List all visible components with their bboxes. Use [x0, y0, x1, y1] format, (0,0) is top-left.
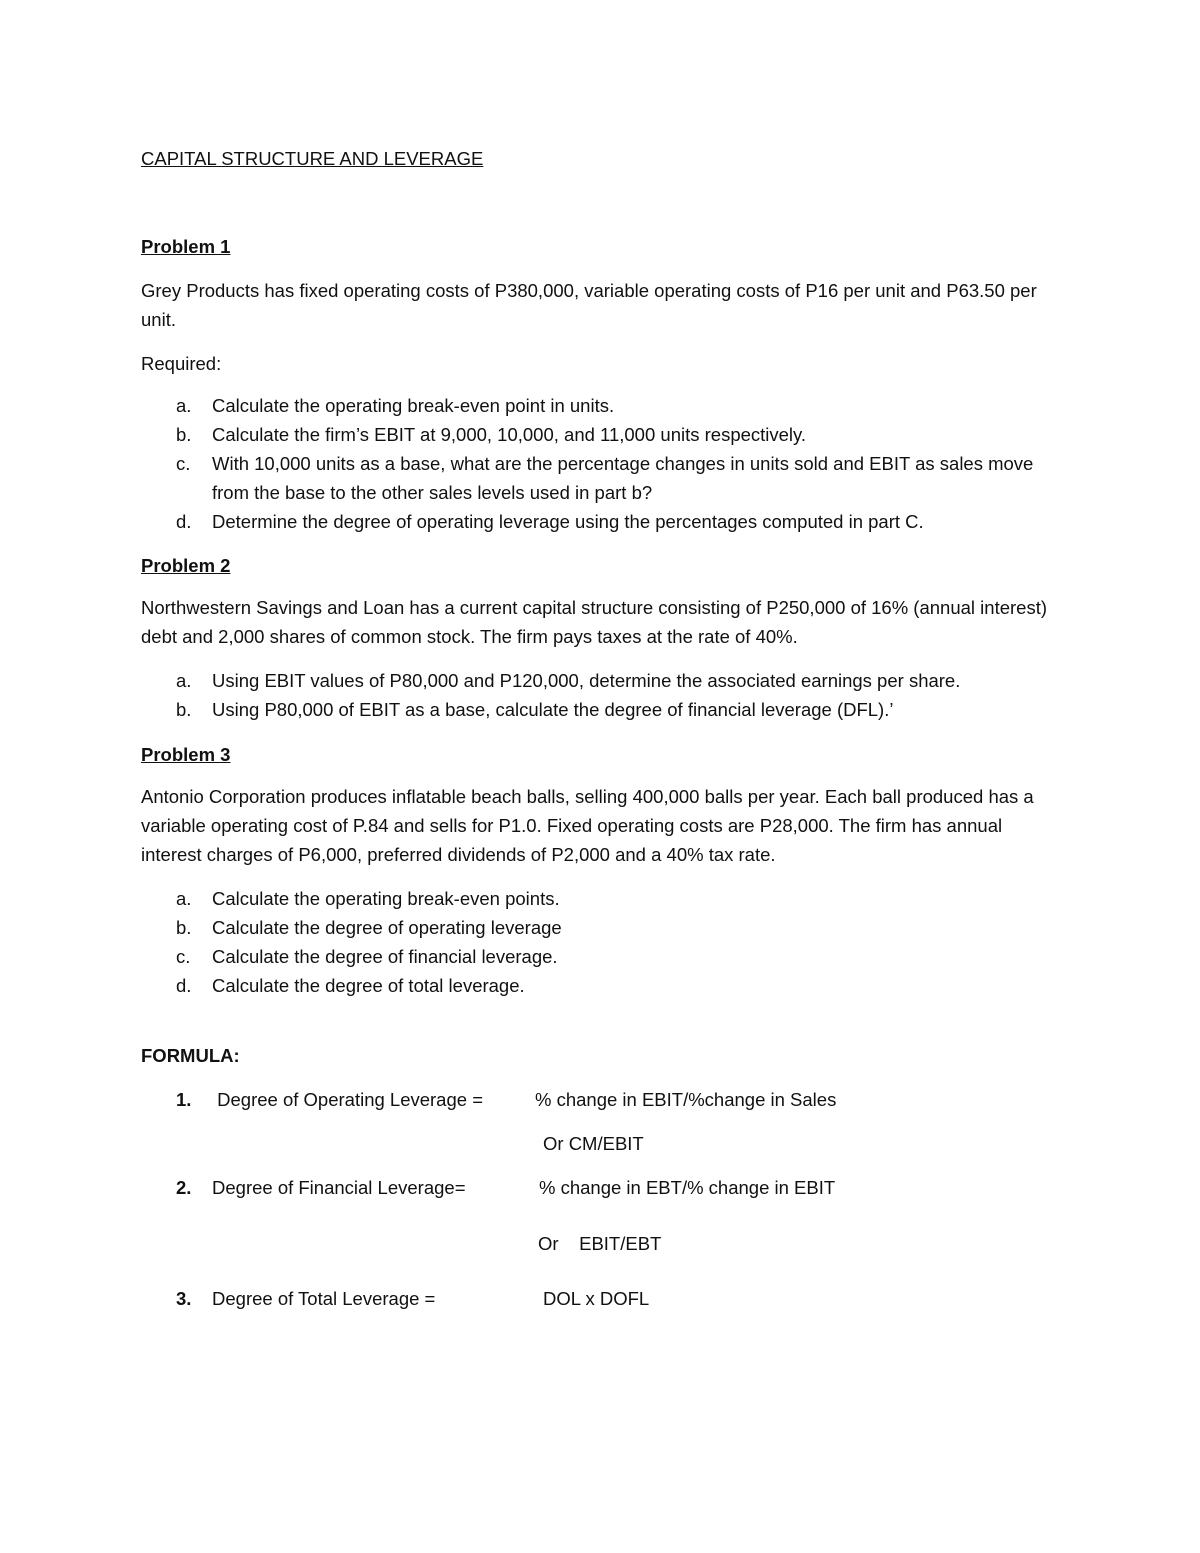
list-item-text: Calculate the degree of total leverage. — [212, 975, 525, 996]
list-item-text: Calculate the degree of operating leverage — [212, 917, 562, 938]
formula-alt: Or EBIT/EBT — [538, 1233, 662, 1254]
list-item — [141, 449, 1046, 507]
list-marker: b. — [176, 699, 192, 720]
formula-number: 3. — [176, 1288, 192, 1309]
list-marker: b. — [176, 424, 192, 445]
list-item — [141, 666, 1046, 695]
list-item — [141, 971, 1046, 1000]
formula-value: DOL x DOFL — [543, 1288, 650, 1309]
formula-number: 2. — [176, 1177, 192, 1198]
problem-1-list — [141, 391, 1046, 536]
list-item — [141, 695, 1046, 724]
list-item-text: With 10,000 units as a base, what are the percentage changes in units sold and EBIT as sales move from the base to the other sales levels used in part b? — [212, 453, 1034, 503]
list-item — [141, 884, 1046, 913]
list-item-text: Using EBIT values of P80,000 and P120,000, determine the associated earnings per share. — [212, 670, 961, 691]
list-item-text: Calculate the firm’s EBIT at 9,000, 10,000, and 11,000 units respectively. — [212, 424, 807, 445]
list-item — [141, 391, 1046, 420]
list-marker: c. — [176, 453, 191, 474]
list-marker: a. — [176, 670, 192, 691]
list-marker: a. — [176, 395, 192, 416]
formula-value: % change in EBIT/%change in Sales — [535, 1089, 837, 1110]
list-marker: d. — [176, 511, 192, 532]
formula-heading: FORMULA: — [141, 1045, 240, 1066]
list-item-text: Using P80,000 of EBIT as a base, calculate the degree of financial leverage (DFL).’ — [212, 699, 894, 720]
list-item-text: Calculate the degree of financial leverage. — [212, 946, 558, 967]
formula-number: 1. — [176, 1089, 192, 1110]
list-marker: c. — [176, 946, 191, 967]
formula-label: Degree of Operating Leverage = — [212, 1089, 483, 1110]
problem-1-required: Required: — [141, 353, 222, 374]
list-item — [141, 942, 1046, 971]
formula-alt: Or CM/EBIT — [543, 1133, 644, 1154]
formula-label: Degree of Financial Leverage= — [212, 1177, 466, 1198]
list-marker: d. — [176, 975, 192, 996]
problem-2-heading: Problem 2 — [141, 555, 231, 576]
list-item — [141, 420, 1046, 449]
formula-label: Degree of Total Leverage = — [212, 1288, 436, 1309]
problem-1-heading: Problem 1 — [141, 236, 231, 257]
list-item — [141, 913, 1046, 942]
list-item — [141, 507, 1046, 536]
list-marker: a. — [176, 888, 192, 909]
list-marker: b. — [176, 917, 192, 938]
problem-2-text: Northwestern Savings and Loan has a current capital structure consisting of P250,000 of 16% (annual interest) debt and 2,000 shares of common stock. The firm pays taxes at the rate of 40%. — [141, 597, 1047, 647]
problem-2-list — [141, 666, 1046, 724]
problem-3-text: Antonio Corporation produces inflatable beach balls, selling 400,000 balls per year. Each ball produced has a variable operating cost of P.84 and sells for P1.0. Fixed operating costs are P28,000. The firm has annual interest charges of P6,000, preferred dividends of P2,000 and a 40% tax rate. — [141, 786, 1034, 865]
problem-3-list — [141, 884, 1046, 1000]
list-item-text: Determine the degree of operating leverage using the percentages computed in part C. — [212, 511, 924, 532]
list-item-text: Calculate the operating break-even point in units. — [212, 395, 615, 416]
problem-3-heading: Problem 3 — [141, 744, 231, 765]
document-title: CAPITAL STRUCTURE AND LEVERAGE — [141, 148, 484, 169]
problem-1-text: Grey Products has fixed operating costs of P380,000, variable operating costs of P16 per unit and P63.50 per unit. — [141, 280, 1037, 330]
list-item-text: Calculate the operating break-even points. — [212, 888, 560, 909]
formula-value: % change in EBT/% change in EBIT — [539, 1177, 836, 1198]
